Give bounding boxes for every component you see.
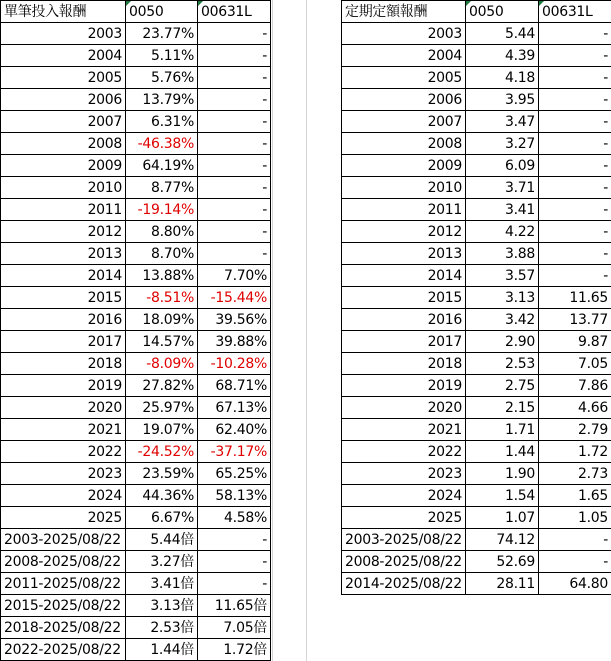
row-label-cell[interactable]: 2014 — [342, 265, 466, 287]
column-header-cell[interactable]: 0050 — [466, 1, 539, 23]
value-cell-0050[interactable]: 23.77% — [126, 23, 198, 45]
table-row — [1, 529, 271, 551]
table-row — [342, 265, 611, 287]
row-label-cell[interactable]: 2010 — [342, 177, 466, 199]
value-cell-00631l[interactable]: 13.77 — [539, 309, 611, 331]
row-label-cell[interactable]: 2019 — [1, 375, 126, 397]
table-row — [342, 485, 611, 507]
row-label-cell[interactable]: 2004 — [342, 45, 466, 67]
table-row — [342, 177, 611, 199]
table-row — [1, 199, 271, 221]
value-cell-00631l[interactable]: - — [539, 111, 611, 133]
value-cell-00631l[interactable]: 4.58% — [198, 507, 271, 529]
row-label-cell[interactable]: 2005 — [1, 67, 126, 89]
table-row — [342, 23, 611, 45]
value-cell-0050[interactable]: 3.41倍 — [126, 573, 198, 595]
table-row — [342, 551, 611, 573]
row-label-cell[interactable]: 2020 — [342, 397, 466, 419]
row-label-cell[interactable]: 2022-2025/08/22 — [1, 639, 126, 661]
column-header-cell[interactable]: 00631L — [539, 1, 611, 23]
table-row — [342, 309, 611, 331]
row-label-cell[interactable]: 2021 — [1, 419, 126, 441]
value-cell-00631l[interactable]: 9.87 — [539, 331, 611, 353]
value-cell-00631l[interactable]: - — [539, 67, 611, 89]
table-row — [1, 177, 271, 199]
value-cell-0050[interactable]: 1.90 — [466, 463, 539, 485]
value-cell-0050[interactable]: -24.52% — [126, 441, 198, 463]
row-label-cell[interactable]: 2022 — [342, 441, 466, 463]
table-row — [342, 375, 611, 397]
value-cell-0050[interactable]: 3.71 — [466, 177, 539, 199]
value-cell-0050[interactable]: 64.19% — [126, 155, 198, 177]
value-cell-0050[interactable]: 2.75 — [466, 375, 539, 397]
value-cell-0050[interactable]: 74.12 — [466, 529, 539, 551]
table-title-cell[interactable]: 定期定額報酬 — [342, 1, 466, 23]
value-cell-0050[interactable]: 3.41 — [466, 199, 539, 221]
row-label-cell[interactable]: 2016 — [1, 309, 126, 331]
row-label-cell[interactable]: 2014 — [1, 265, 126, 287]
row-label-cell[interactable]: 2015 — [342, 287, 466, 309]
row-label-cell[interactable]: 2012 — [342, 221, 466, 243]
row-label-cell[interactable]: 2010 — [1, 177, 126, 199]
row-label-cell[interactable]: 2025 — [1, 507, 126, 529]
value-cell-00631l[interactable]: 2.73 — [539, 463, 611, 485]
value-cell-0050[interactable]: 13.88% — [126, 265, 198, 287]
value-cell-00631l[interactable]: - — [539, 155, 611, 177]
value-cell-0050[interactable]: 44.36% — [126, 485, 198, 507]
table-row — [1, 463, 271, 485]
table-row — [1, 639, 271, 661]
value-cell-0050[interactable]: 3.27倍 — [126, 551, 198, 573]
value-cell-0050[interactable]: 25.97% — [126, 397, 198, 419]
value-cell-0050[interactable]: 3.57 — [466, 265, 539, 287]
row-label-cell[interactable]: 2024 — [1, 485, 126, 507]
row-label-cell[interactable]: 2003 — [1, 23, 126, 45]
value-cell-0050[interactable]: 6.09 — [466, 155, 539, 177]
value-cell-00631l[interactable]: 7.05倍 — [198, 617, 271, 639]
value-cell-00631l[interactable]: 68.71% — [198, 375, 271, 397]
row-label-cell[interactable]: 2018-2025/08/22 — [1, 617, 126, 639]
value-cell-00631l[interactable]: 64.80 — [539, 573, 611, 595]
table-row — [342, 111, 611, 133]
value-cell-0050[interactable]: 1.44 — [466, 441, 539, 463]
value-cell-00631l[interactable]: - — [539, 243, 611, 265]
value-cell-0050[interactable]: 4.22 — [466, 221, 539, 243]
row-label-cell[interactable]: 2014-2025/08/22 — [342, 573, 466, 595]
table-title-cell[interactable]: 單筆投入報酬 — [1, 1, 126, 23]
value-cell-0050[interactable]: 28.11 — [466, 573, 539, 595]
value-cell-00631l[interactable]: - — [539, 529, 611, 551]
table-row — [1, 309, 271, 331]
row-label-cell[interactable]: 2019 — [342, 375, 466, 397]
row-label-cell[interactable]: 2013 — [342, 243, 466, 265]
value-cell-0050[interactable]: 8.80% — [126, 221, 198, 243]
value-cell-0050[interactable]: 5.76% — [126, 67, 198, 89]
value-cell-0050[interactable]: -8.09% — [126, 353, 198, 375]
value-cell-0050[interactable]: 13.79% — [126, 89, 198, 111]
value-cell-0050[interactable]: 8.77% — [126, 177, 198, 199]
row-label-cell[interactable]: 2024 — [342, 485, 466, 507]
value-cell-0050[interactable]: 1.71 — [466, 419, 539, 441]
sheet-gridline — [272, 0, 273, 661]
value-cell-00631l[interactable]: - — [539, 199, 611, 221]
value-cell-0050[interactable]: 2.53倍 — [126, 617, 198, 639]
row-label-cell[interactable]: 2008 — [1, 133, 126, 155]
row-label-cell[interactable]: 2012 — [1, 221, 126, 243]
table-row — [342, 463, 611, 485]
value-cell-00631l[interactable]: 11.65倍 — [198, 595, 271, 617]
value-cell-00631l[interactable]: 62.40% — [198, 419, 271, 441]
table-row — [342, 507, 611, 529]
table-row — [342, 199, 611, 221]
header-row — [342, 1, 611, 23]
table-row — [342, 67, 611, 89]
row-label-cell[interactable]: 2006 — [1, 89, 126, 111]
row-label-cell[interactable]: 2018 — [1, 353, 126, 375]
table-row — [342, 529, 611, 551]
value-cell-00631l[interactable]: - — [198, 67, 271, 89]
value-cell-0050[interactable]: 3.27 — [466, 133, 539, 155]
value-cell-00631l[interactable]: - — [539, 89, 611, 111]
row-label-cell[interactable]: 2011 — [1, 199, 126, 221]
table-row — [1, 353, 271, 375]
table-row — [1, 507, 271, 529]
row-label-cell[interactable]: 2004 — [1, 45, 126, 67]
value-cell-0050[interactable]: 3.13倍 — [126, 595, 198, 617]
value-cell-00631l[interactable]: - — [198, 133, 271, 155]
value-cell-00631l[interactable]: - — [198, 155, 271, 177]
value-cell-00631l[interactable]: -10.28% — [198, 353, 271, 375]
value-cell-00631l[interactable]: - — [539, 221, 611, 243]
value-cell-00631l[interactable]: - — [198, 221, 271, 243]
value-cell-0050[interactable]: 27.82% — [126, 375, 198, 397]
table-row — [1, 67, 271, 89]
value-cell-0050[interactable]: 14.57% — [126, 331, 198, 353]
value-cell-00631l[interactable]: -37.17% — [198, 441, 271, 463]
table-row — [342, 419, 611, 441]
value-cell-00631l[interactable]: - — [198, 45, 271, 67]
value-cell-0050[interactable]: 1.07 — [466, 507, 539, 529]
value-cell-00631l[interactable]: 2.79 — [539, 419, 611, 441]
value-cell-00631l[interactable]: 58.13% — [198, 485, 271, 507]
value-cell-00631l[interactable]: 7.05 — [539, 353, 611, 375]
row-label-cell[interactable]: 2009 — [342, 155, 466, 177]
value-cell-00631l[interactable]: 1.65 — [539, 485, 611, 507]
value-cell-00631l[interactable]: - — [198, 573, 271, 595]
value-cell-0050[interactable]: 5.44倍 — [126, 529, 198, 551]
table-row — [342, 133, 611, 155]
row-label-cell[interactable]: 2018 — [342, 353, 466, 375]
value-cell-0050[interactable]: 3.42 — [466, 309, 539, 331]
value-cell-00631l[interactable]: - — [539, 23, 611, 45]
row-label-cell[interactable]: 2008-2025/08/22 — [342, 551, 466, 573]
value-cell-00631l[interactable]: 39.88% — [198, 331, 271, 353]
table-row — [1, 441, 271, 463]
table-row — [1, 551, 271, 573]
table-row — [342, 45, 611, 67]
table-row — [1, 617, 271, 639]
header-row — [1, 1, 271, 23]
row-label-cell[interactable]: 2023 — [1, 463, 126, 485]
value-cell-0050[interactable]: 5.44 — [466, 23, 539, 45]
value-cell-00631l[interactable]: - — [198, 111, 271, 133]
value-cell-00631l[interactable]: 1.05 — [539, 507, 611, 529]
table-row — [342, 243, 611, 265]
value-cell-00631l[interactable]: -15.44% — [198, 287, 271, 309]
table-row — [342, 89, 611, 111]
value-cell-00631l[interactable]: 1.72 — [539, 441, 611, 463]
table-row — [1, 23, 271, 45]
row-label-cell[interactable]: 2015 — [1, 287, 126, 309]
row-label-cell[interactable]: 2011 — [342, 199, 466, 221]
value-cell-00631l[interactable]: 11.65 — [539, 287, 611, 309]
row-label-cell[interactable]: 2011-2025/08/22 — [1, 573, 126, 595]
table-row — [1, 111, 271, 133]
value-cell-0050[interactable]: 2.90 — [466, 331, 539, 353]
value-cell-0050[interactable]: 3.88 — [466, 243, 539, 265]
row-label-cell[interactable]: 2016 — [342, 309, 466, 331]
value-cell-00631l[interactable]: - — [539, 133, 611, 155]
row-label-cell[interactable]: 2003-2025/08/22 — [1, 529, 126, 551]
value-cell-00631l[interactable]: 65.25% — [198, 463, 271, 485]
value-cell-0050[interactable]: 3.13 — [466, 287, 539, 309]
row-label-cell[interactable]: 2007 — [1, 111, 126, 133]
value-cell-00631l[interactable]: - — [198, 89, 271, 111]
value-cell-0050[interactable]: 2.15 — [466, 397, 539, 419]
row-label-cell[interactable]: 2013 — [1, 243, 126, 265]
row-label-cell[interactable]: 2003-2025/08/22 — [342, 529, 466, 551]
value-cell-00631l[interactable]: - — [198, 23, 271, 45]
table-row — [342, 155, 611, 177]
row-label-cell[interactable]: 2017 — [342, 331, 466, 353]
value-cell-00631l[interactable]: - — [198, 551, 271, 573]
value-cell-00631l[interactable]: - — [198, 199, 271, 221]
row-label-cell[interactable]: 2005 — [342, 67, 466, 89]
table-row — [342, 287, 611, 309]
table-row — [342, 441, 611, 463]
row-label-cell[interactable]: 2017 — [1, 331, 126, 353]
table-row — [1, 45, 271, 67]
sheet-gridline — [306, 0, 307, 661]
value-cell-00631l[interactable]: - — [198, 177, 271, 199]
row-label-cell[interactable]: 2003 — [342, 23, 466, 45]
dca-return-table — [341, 0, 611, 595]
table-row — [342, 221, 611, 243]
row-label-cell[interactable]: 2025 — [342, 507, 466, 529]
column-header-cell[interactable]: 0050 — [126, 1, 198, 23]
value-cell-0050[interactable]: 5.11% — [126, 45, 198, 67]
value-cell-0050[interactable]: 1.54 — [466, 485, 539, 507]
value-cell-0050[interactable]: 4.18 — [466, 67, 539, 89]
single-investment-return-table — [0, 0, 271, 661]
value-cell-0050[interactable]: 19.07% — [126, 419, 198, 441]
table-row — [1, 265, 271, 287]
value-cell-00631l[interactable]: 7.70% — [198, 265, 271, 287]
row-label-cell[interactable]: 2009 — [1, 155, 126, 177]
table-row — [342, 397, 611, 419]
value-cell-00631l[interactable]: 4.66 — [539, 397, 611, 419]
table-row — [1, 133, 271, 155]
row-label-cell[interactable]: 2015-2025/08/22 — [1, 595, 126, 617]
value-cell-0050[interactable]: 3.95 — [466, 89, 539, 111]
row-label-cell[interactable]: 2021 — [342, 419, 466, 441]
table-row — [342, 331, 611, 353]
value-cell-0050[interactable]: 2.53 — [466, 353, 539, 375]
value-cell-0050[interactable]: -46.38% — [126, 133, 198, 155]
value-cell-0050[interactable]: 8.70% — [126, 243, 198, 265]
row-label-cell[interactable]: 2006 — [342, 89, 466, 111]
value-cell-0050[interactable]: 6.67% — [126, 507, 198, 529]
value-cell-0050[interactable]: 3.47 — [466, 111, 539, 133]
table-row — [1, 287, 271, 309]
value-cell-00631l[interactable]: 7.86 — [539, 375, 611, 397]
value-cell-00631l[interactable]: - — [539, 45, 611, 67]
table-row — [1, 573, 271, 595]
row-label-cell[interactable]: 2022 — [1, 441, 126, 463]
row-label-cell[interactable]: 2008-2025/08/22 — [1, 551, 126, 573]
value-cell-00631l[interactable]: - — [198, 243, 271, 265]
table-row — [342, 353, 611, 375]
value-cell-00631l[interactable]: - — [539, 265, 611, 287]
table-row — [1, 419, 271, 441]
value-cell-00631l[interactable]: - — [539, 177, 611, 199]
table-row — [342, 573, 611, 595]
row-label-cell[interactable]: 2008 — [342, 133, 466, 155]
table-row — [1, 397, 271, 419]
row-label-cell[interactable]: 2007 — [342, 111, 466, 133]
table-row — [1, 243, 271, 265]
value-cell-00631l[interactable]: - — [539, 551, 611, 573]
value-cell-0050[interactable]: 52.69 — [466, 551, 539, 573]
value-cell-0050[interactable]: 6.31% — [126, 111, 198, 133]
table-row — [1, 89, 271, 111]
value-cell-00631l[interactable]: 67.13% — [198, 397, 271, 419]
row-label-cell[interactable]: 2020 — [1, 397, 126, 419]
row-label-cell[interactable]: 2023 — [342, 463, 466, 485]
value-cell-0050[interactable]: 4.39 — [466, 45, 539, 67]
table-row — [1, 595, 271, 617]
value-cell-00631l[interactable]: 1.72倍 — [198, 639, 271, 661]
value-cell-00631l[interactable]: 39.56% — [198, 309, 271, 331]
value-cell-0050[interactable]: 1.44倍 — [126, 639, 198, 661]
column-header-cell[interactable]: 00631L — [198, 1, 271, 23]
value-cell-0050[interactable]: 23.59% — [126, 463, 198, 485]
value-cell-0050[interactable]: -19.14% — [126, 199, 198, 221]
value-cell-00631l[interactable]: - — [198, 529, 271, 551]
table-row — [1, 331, 271, 353]
value-cell-0050[interactable]: 18.09% — [126, 309, 198, 331]
table-row — [1, 221, 271, 243]
table-row — [1, 485, 271, 507]
value-cell-0050[interactable]: -8.51% — [126, 287, 198, 309]
table-row — [1, 375, 271, 397]
table-row — [1, 155, 271, 177]
